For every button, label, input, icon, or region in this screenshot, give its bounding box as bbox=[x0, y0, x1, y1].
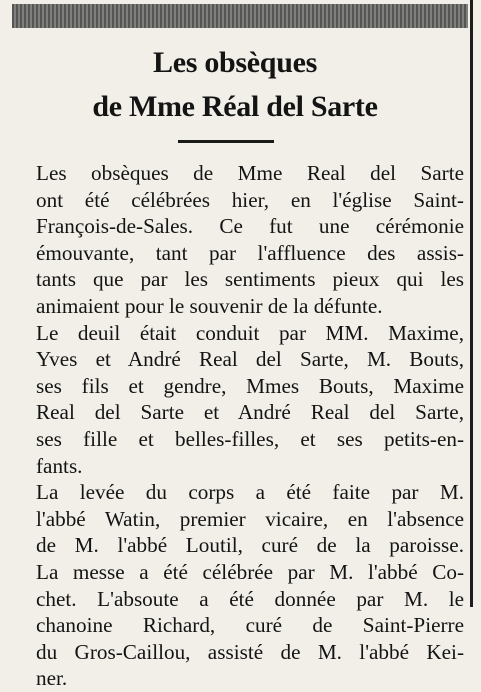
paragraph-3 bbox=[20, 479, 464, 692]
text-line: ner. bbox=[36, 666, 68, 691]
text-line: François-de-Sales. Ce fut une cérémonie bbox=[36, 214, 464, 239]
headline-line-2: de Mme Réal del Sarte bbox=[92, 90, 378, 123]
text-line: émouvante, tant par l'affluence des assis- bbox=[36, 240, 464, 265]
text-line: Le deuil était conduit par MM. Maxime, bbox=[36, 320, 464, 345]
article-body bbox=[20, 160, 464, 692]
text-line: ont été célébrées hier, en l'église Saint- bbox=[36, 187, 464, 212]
text-line: Real del Sarte et André Real del Sarte, bbox=[36, 400, 464, 425]
text-line: chet. L'absoute a été donnée par M. le bbox=[36, 586, 464, 611]
headline-line-1: Les obsèques bbox=[153, 46, 317, 79]
text-line: La messe a été célébrée par M. l'abbé Co- bbox=[36, 559, 464, 584]
text-line: Yves et André Real del Sarte, M. Bouts, bbox=[36, 347, 464, 372]
text-line: du Gros-Caillou, assisté de M. l'abbé Kei- bbox=[36, 639, 464, 664]
text-line: de M. l'abbé Loutil, curé de la paroisse. bbox=[36, 533, 464, 558]
text-line: ses fille et belles-filles, et ses petits-en- bbox=[36, 426, 464, 451]
top-border-rule bbox=[12, 4, 468, 28]
text-line: animaient pour le souvenir de la défunte. bbox=[36, 293, 383, 318]
text-line: Les obsèques de Mme Real del Sarte bbox=[36, 161, 464, 185]
paragraph-2 bbox=[20, 320, 464, 480]
text-line: ses fils et gendre, Mmes Bouts, Maxime bbox=[36, 373, 464, 398]
text-line: La levée du corps a été faite par M. bbox=[36, 480, 464, 505]
paragraph-1 bbox=[20, 160, 464, 320]
headline-divider bbox=[178, 140, 274, 143]
text-line: tants que par les sentiments pieux qui les bbox=[36, 267, 464, 292]
text-line: fants. bbox=[36, 453, 83, 478]
text-line: chanoine Richard, curé de Saint-Pierre bbox=[36, 613, 464, 638]
column-rule bbox=[470, 0, 473, 607]
text-line: l'abbé Watin, premier vicaire, en l'absence bbox=[36, 506, 464, 531]
